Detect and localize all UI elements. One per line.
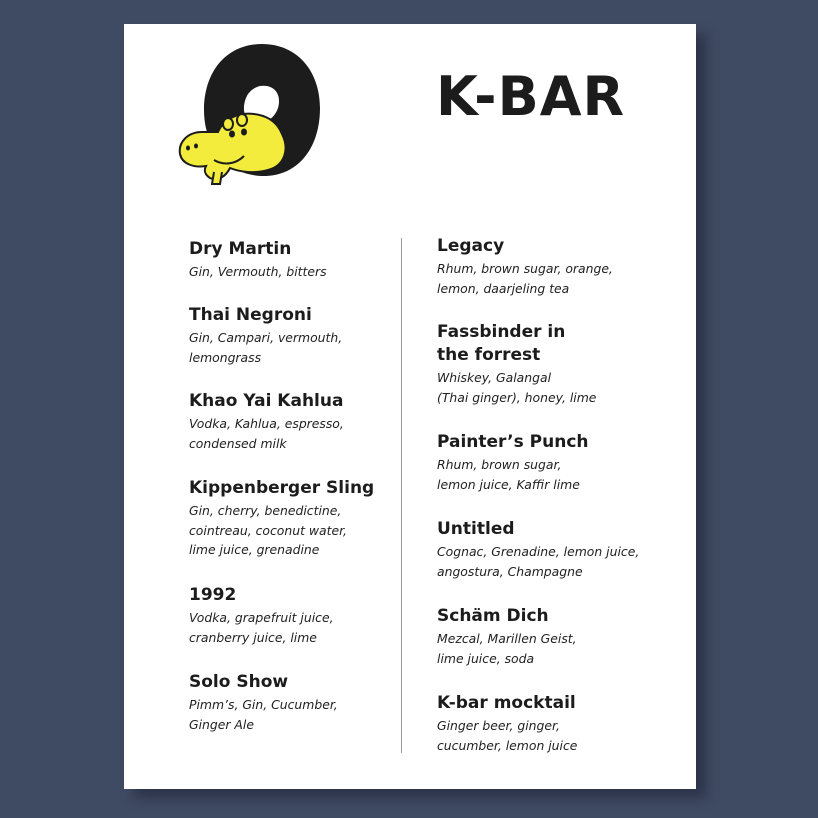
menu-item-name: Kippenberger Sling: [189, 478, 375, 498]
menu-item-ingredients: Ginger beer, ginger, cucumber, lemon juice: [437, 718, 578, 753]
menu-item-ingredients: Mezcal, Marillen Geist, lime juice, soda: [437, 631, 577, 666]
menu-item-name: Fassbinder in the forrest: [437, 322, 566, 365]
menu-item: [437, 431, 667, 494]
menu-item: [189, 304, 419, 367]
menu-item-ingredients: Vodka, Kahlua, espresso, condensed milk: [189, 416, 344, 451]
menu-item-name: Painter’s Punch: [437, 432, 589, 452]
menu-item-name: Legacy: [437, 236, 505, 256]
menu-item-ingredients: Cognac, Grenadine, lemon juice, angostura, Champagne: [437, 544, 640, 579]
menu-item-name: Schäm Dich: [437, 606, 549, 626]
menu-item: [437, 692, 667, 755]
menu-item-ingredients: Vodka, grapefruit juice, cranberry juice, lime: [189, 610, 334, 645]
menu-item-name: K-bar mocktail: [437, 693, 576, 713]
menu-item: [189, 671, 419, 734]
menu-item: [437, 518, 667, 581]
menu-item-name: Solo Show: [189, 672, 289, 692]
menu-item-ingredients: Rhum, brown sugar, orange, lemon, daarjeling tea: [437, 261, 613, 296]
menu-item-name: Dry Martin: [189, 239, 292, 259]
menu-item: [437, 235, 667, 298]
menu-item-name: 1992: [189, 585, 237, 605]
menu-item-ingredients: Pimm’s, Gin, Cucumber, Ginger Ale: [189, 697, 338, 732]
menu-item-ingredients: Gin, Vermouth, bitters: [189, 264, 327, 279]
menu-item: [437, 321, 667, 407]
menu-item: [437, 605, 667, 668]
menu-item: [189, 390, 419, 453]
menu-card: [124, 24, 696, 789]
hippo-logo-icon: [158, 44, 328, 186]
menu-item-ingredients: Gin, cherry, benedictine, cointreau, coconut water, lime juice, grenadine: [189, 503, 347, 557]
menu-item: [189, 477, 419, 560]
menu-item-name: Thai Negroni: [189, 305, 312, 325]
menu-item-name: Untitled: [437, 519, 515, 539]
brand-title: K-BAR: [436, 65, 626, 128]
menu-item-ingredients: Rhum, brown sugar, lemon juice, Kaffir lime: [437, 457, 580, 492]
menu-item: [189, 584, 419, 647]
menu-item-ingredients: Whiskey, Galangal (Thai ginger), honey, lime: [437, 370, 597, 405]
menu-item-name: Khao Yai Kahlua: [189, 391, 344, 411]
menu-item-ingredients: Gin, Campari, vermouth, lemongrass: [189, 330, 343, 365]
menu-item: [189, 238, 419, 282]
